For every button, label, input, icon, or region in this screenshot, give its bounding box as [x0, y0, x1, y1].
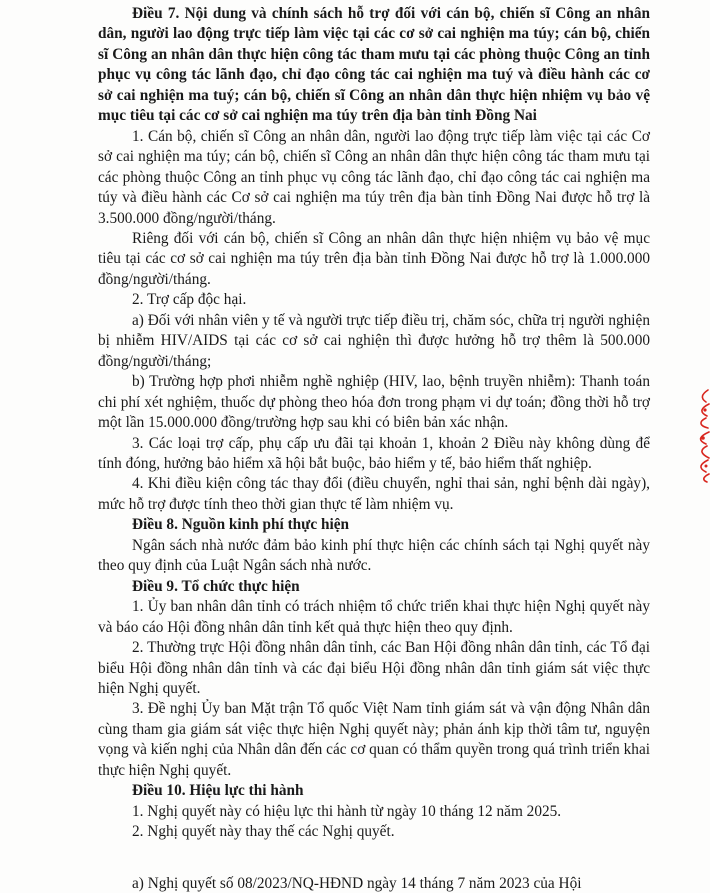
article-7-paragraph-1b: Riêng đối với cán bộ, chiến sĩ Công an nhân dân thực hiện nhiệm vụ bảo vệ mục tiêu tại các cơ sở cai nghiện ma túy trên địa bàn tỉnh Đồng Nai được hỗ trợ là 1.000.000 đồng/người/tháng.: [98, 229, 650, 288]
red-seal-fragment-icon: [694, 388, 710, 483]
article-10-paragraph-2a: a) Nghị quyết số 08/2023/NQ-HĐND ngày 14 tháng 7 năm 2023 của Hội: [132, 875, 582, 892]
article-7-paragraph-2: 2. Trợ cấp độc hại.: [132, 291, 247, 309]
article-9-paragraph-3: 3. Đề nghị Ủy ban Mặt trận Tổ quốc Việt Nam tỉnh giám sát và vận động Nhân dân cùng tham gia giám sát việc thực hiện Nghị quyết này; phản ánh kịp thời tâm tư, nguyện vọng và kiến nghị của Nhân dân đến các cơ quan có thẩm quyền trong quá trình triển khai thực hiện Nghị quyết.: [98, 700, 650, 779]
article-9-title: Điều 9. Tổ chức thực hiện: [132, 577, 300, 595]
article-10-paragraph-1: 1. Nghị quyết này có hiệu lực thi hành từ ngày 10 tháng 12 năm 2025.: [132, 802, 562, 820]
article-8-title: Điều 8. Nguồn kinh phí thực hiện: [132, 516, 350, 534]
article-10-paragraph-2: 2. Nghị quyết này thay thế các Nghị quyết.: [132, 823, 395, 841]
article-10-title: Điều 10. Hiệu lực thi hành: [132, 782, 304, 800]
article-7-paragraph-2b: b) Trường hợp phơi nhiễm nghề nghiệp (HIV, lao, bệnh truyền nhiễm): Thanh toán chi phí xét nghiệm, thuốc dự phòng theo hóa đơn trong phạm vi dự toán; đồng thời hỗ trợ một lần 15.000.000 đồng/trường hợp sau khi có biên bản xác nhận.: [98, 373, 650, 432]
document-body: [98, 4, 650, 843]
article-7-paragraph-3: 3. Các loại trợ cấp, phụ cấp ưu đãi tại khoản 1, khoản 2 Điều này không dùng để tính đóng, hưởng bảo hiểm xã hội bắt buộc, bảo hiểm y tế, bảo hiểm thất nghiệp.: [98, 434, 650, 472]
article-8-paragraph-1: Ngân sách nhà nước đảm bảo kinh phí thực hiện các chính sách tại Nghị quyết này theo quy định của Luật Ngân sách nhà nước.: [98, 536, 650, 575]
cut-off-line: [98, 874, 658, 893]
article-7-paragraph-4: 4. Khi điều kiện công tác thay đổi (điều chuyển, nghỉ thai sản, nghỉ bệnh dài ngày), mức hỗ trợ được tính theo thời gian thực tế làm nhiệm vụ.: [98, 475, 650, 513]
article-7-paragraph-1: 1. Cán bộ, chiến sĩ Công an nhân dân, người lao động trực tiếp làm việc tại các Cơ sở cai nghiện ma túy; cán bộ, chiến sĩ Công an nhân dân thực hiện công tác tham mưu tại các phòng thuộc Công an tỉnh phục vụ công tác lãnh đạo, chỉ đạo công tác cai nghiện ma túy và điều hành các Cơ sở cai nghiện ma túy trên địa bàn tỉnh Đồng Nai được hỗ trợ là 3.500.000 đồng/người/tháng.: [98, 127, 650, 227]
article-7-title: Điều 7. Nội dung và chính sách hỗ trợ đối với cán bộ, chiến sĩ Công an nhân dân, người lao động trực tiếp làm việc tại các cơ sở cai nghiện ma túy; cán bộ, chiến sĩ Công an nhân dân thực hiện công tác tham mưu tại các phòng thuộc Công an tỉnh phục vụ công tác lãnh đạo, chỉ đạo công tác cai nghiện ma tuý và điều hành các cơ sở cai nghiện ma tuý; cán bộ, chiến sĩ Công an nhân dân thực hiện nhiệm vụ bảo vệ mục tiêu tại các cơ sở cai nghiện ma túy trên địa bàn tỉnh Đồng Nai: [98, 5, 650, 125]
article-9-paragraph-2: 2. Thường trực Hội đồng nhân dân tỉnh, các Ban Hội đồng nhân dân tỉnh, các Tổ đại biểu Hội đồng nhân dân tỉnh và các đại biểu Hội đồng nhân dân tỉnh giám sát việc thực hiện Nghị quyết.: [98, 639, 650, 697]
article-7-paragraph-2a: a) Đối với nhân viên y tế và người trực tiếp điều trị, chăm sóc, chữa trị người nghiện bị nhiễm HIV/AIDS tại các cơ sở cai nghiện thì được hưởng hỗ trợ thêm là 500.000 đồng/người/tháng;: [98, 311, 650, 370]
article-9-paragraph-1: 1. Ủy ban nhân dân tỉnh có trách nhiệm tổ chức triển khai thực hiện Nghị quyết này và báo cáo Hội đồng nhân dân tỉnh kết quả thực hiện theo quy định.: [98, 598, 650, 636]
